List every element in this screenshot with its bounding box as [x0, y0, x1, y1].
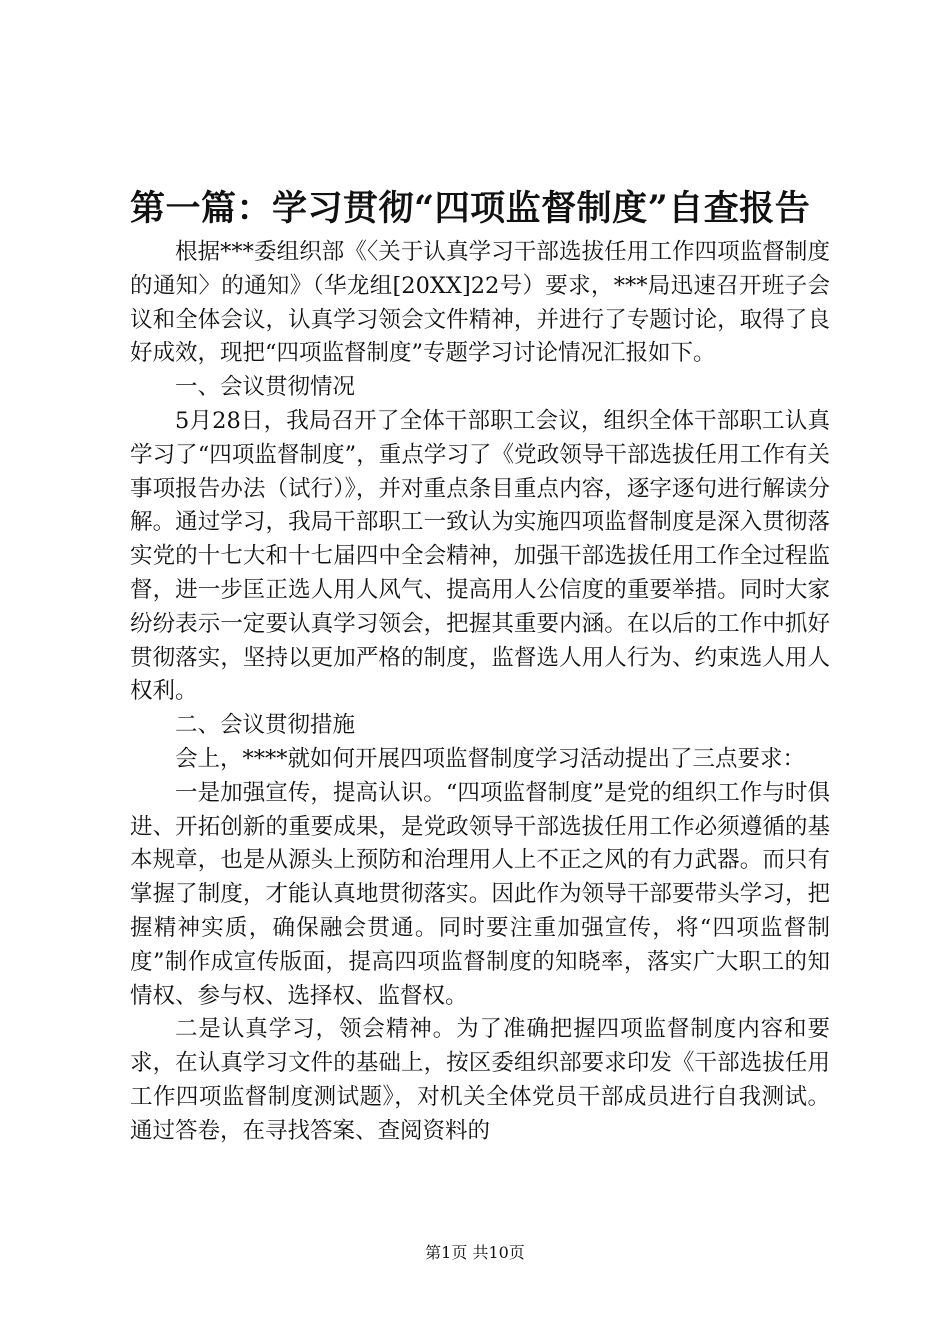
paragraph-point-2: 二是认真学习，领会精神。为了准确把握四项监督制度内容和要求，在认真学习文件的基础上，按区委组织部要求印发《干部选拔任用工作四项监督制度测试题》，对机关全体党员干部成员进行自我测试。通过答卷，在寻找答案、查阅资料的 [130, 1016, 830, 1144]
page-footer: 第1页 共10页 [425, 1243, 525, 1262]
paragraph-point-1: 一是加强宣传，提高认识。“四项监督制度”是党的组织工作与时俱进、开拓创新的重要成果，是党政领导干部选拔任用工作必须遵循的基本规章，也是从源头上预防和治理用人上不正之风的有力武器。而只有掌握了制度，才能认真地贯彻落实。因此作为领导干部要带头学习，把握精神实质，确保融会贯通。同时要注重加强宣传，将“四项监督制度”制作成宣传版面，提高四项监督制度的知晓率，落实广大职工的知情权、参与权、选择权、监督权。 [130, 779, 830, 1009]
document-title: 第一篇：学习贯彻“四项监督制度”自查报告 [130, 188, 811, 229]
paragraph-meeting: 5月28日，我局召开了全体干部职工会议，组织全体干部职工认真学习了“四项监督制度”，重点学习了《党政领导干部选拔任用工作有关事项报告办法（试行）》，并对重点条目重点内容，逐字逐句进行解读分解。通过学习，我局干部职工一致认为实施四项监督制度是深入贯彻落实党的十七大和十七届四中全会精神，加强干部选拔任用工作全过程监督，进一步匡正选人用人风气、提高用人公信度的重要举措。同时大家纷纷表示一定要认真学习领会，把握其重要内涵。在以后的工作中抓好贯彻落实，坚持以更加严格的制度，监督选人用人行为、约束选人用人权利。 [130, 407, 830, 705]
section-heading-1: 一、会议贯彻情况 [175, 374, 356, 401]
paragraph-intro: 根据***委组织部《〈关于认真学习干部选拔任用工作四项监督制度的通知〉的通知》（华龙组[20XX]22号）要求，***局迅速召开班子会议和全体会议，认真学习领会文件精神，并进行了专题讨论，取得了良好成效，现把“四项监督制度”专题学习讨论情况汇报如下。 [130, 239, 830, 367]
paragraph-requirements: 会上，****就如何开展四项监督制度学习活动提出了三点要求： [175, 745, 806, 772]
document-body [130, 236, 830, 1149]
section-heading-2: 二、会议贯彻措施 [175, 712, 356, 739]
